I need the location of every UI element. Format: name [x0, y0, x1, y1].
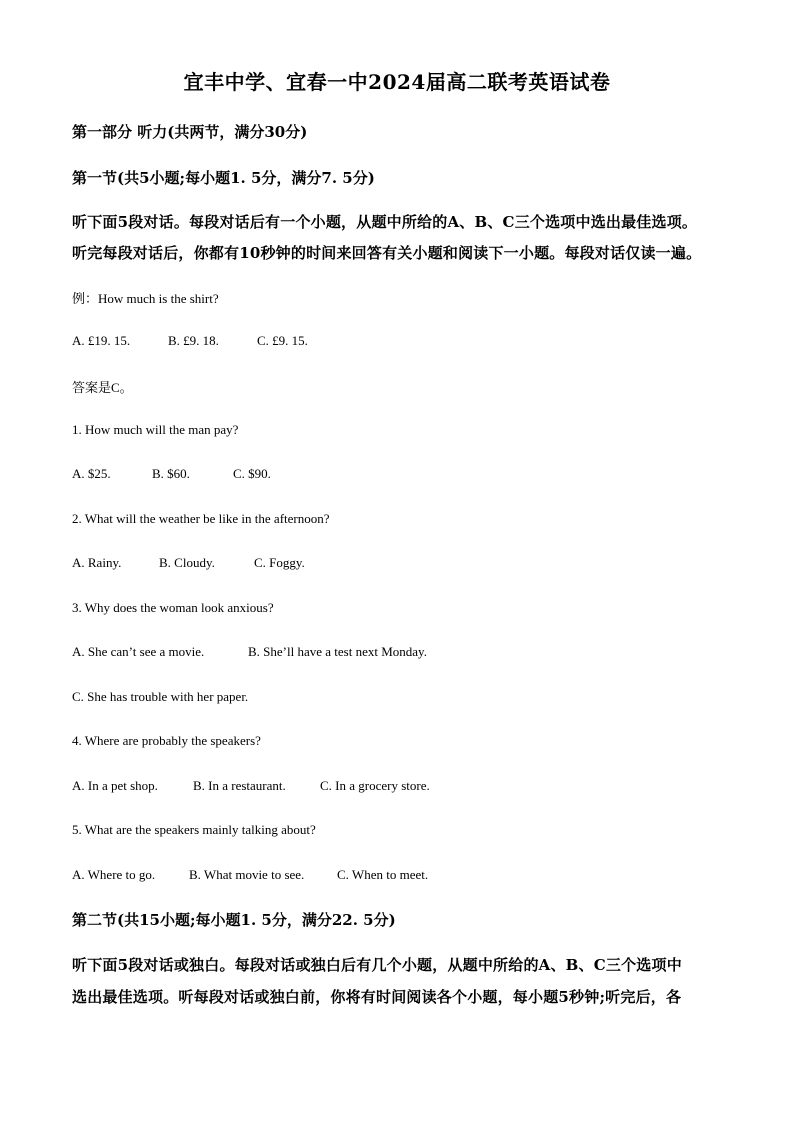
example-option-c: C. £9. 15.	[257, 333, 308, 348]
question-1-option-b: B. $60.	[152, 466, 190, 481]
question-5-option-c: C. When to meet.	[337, 867, 429, 882]
question-2: 2. What will the weather be like in the afternoon?	[72, 511, 330, 526]
question-1-option-a: A. $25.	[72, 466, 111, 481]
exam-title: 宜丰中学、宜春一中2024届高二联考英语试卷	[183, 70, 611, 94]
example-question: 例：How much is the shirt?	[72, 291, 219, 306]
question-5: 5. What are the speakers mainly talking about?	[72, 822, 316, 837]
question-5-option-b: B. What movie to see.	[189, 867, 305, 882]
question-1-options	[72, 466, 271, 482]
question-4: 4. Where are probably the speakers?	[72, 733, 261, 748]
example-option-b: B. £9. 18.	[168, 333, 219, 348]
section2-instruction-line2: 选出最佳选项。听每段对话或独白前，你将有时间阅读各个小题，每小题5秒钟;听完后，各	[72, 988, 682, 1006]
question-5-option-a: A. Where to go.	[72, 867, 156, 882]
question-2-option-b: B. Cloudy.	[159, 555, 215, 570]
section2-heading: 第二节(共15小题;每小题1. 5分，满分22. 5分)	[72, 911, 396, 929]
question-4-option-a: A. In a pet shop.	[72, 778, 158, 793]
section1-instruction-line2: 听完每段对话后，你都有10秒钟的时间来回答有关小题和阅读下一小题。每段对话仅读一遍。	[72, 244, 702, 262]
part1-heading: 第一部分 听力(共两节，满分30分)	[72, 123, 308, 141]
section1-instruction-line1: 听下面5段对话。每段对话后有一个小题，从题中所给的A、B、C三个选项中选出最佳选项。	[72, 213, 698, 231]
question-2-option-c: C. Foggy.	[254, 555, 305, 570]
question-1-option-c: C. $90.	[233, 466, 271, 481]
question-3-option-b: B. She’ll have a test next Monday.	[248, 644, 427, 659]
question-4-options	[72, 778, 430, 794]
example-options	[72, 333, 308, 349]
example-option-a: A. £19. 15.	[72, 333, 131, 348]
question-1: 1. How much will the man pay?	[72, 422, 239, 437]
example-answer: 答案是C。	[72, 380, 133, 395]
question-2-options	[72, 555, 305, 571]
question-3-options	[72, 644, 427, 660]
question-3-option-c: C. She has trouble with her paper.	[72, 689, 249, 704]
section1-heading: 第一节(共5小题;每小题1. 5分，满分7. 5分)	[72, 169, 375, 187]
question-3-option-a: A. She can’t see a movie.	[72, 644, 205, 659]
question-3: 3. Why does the woman look anxious?	[72, 600, 274, 615]
question-5-options	[72, 867, 428, 883]
section2-instruction-line1: 听下面5段对话或独白。每段对话或独白后有几个小题，从题中所给的A、B、C三个选项中	[72, 956, 682, 974]
question-4-option-c: C. In a grocery store.	[320, 778, 430, 793]
question-4-option-b: B. In a restaurant.	[193, 778, 286, 793]
question-2-option-a: A. Rainy.	[72, 555, 122, 570]
